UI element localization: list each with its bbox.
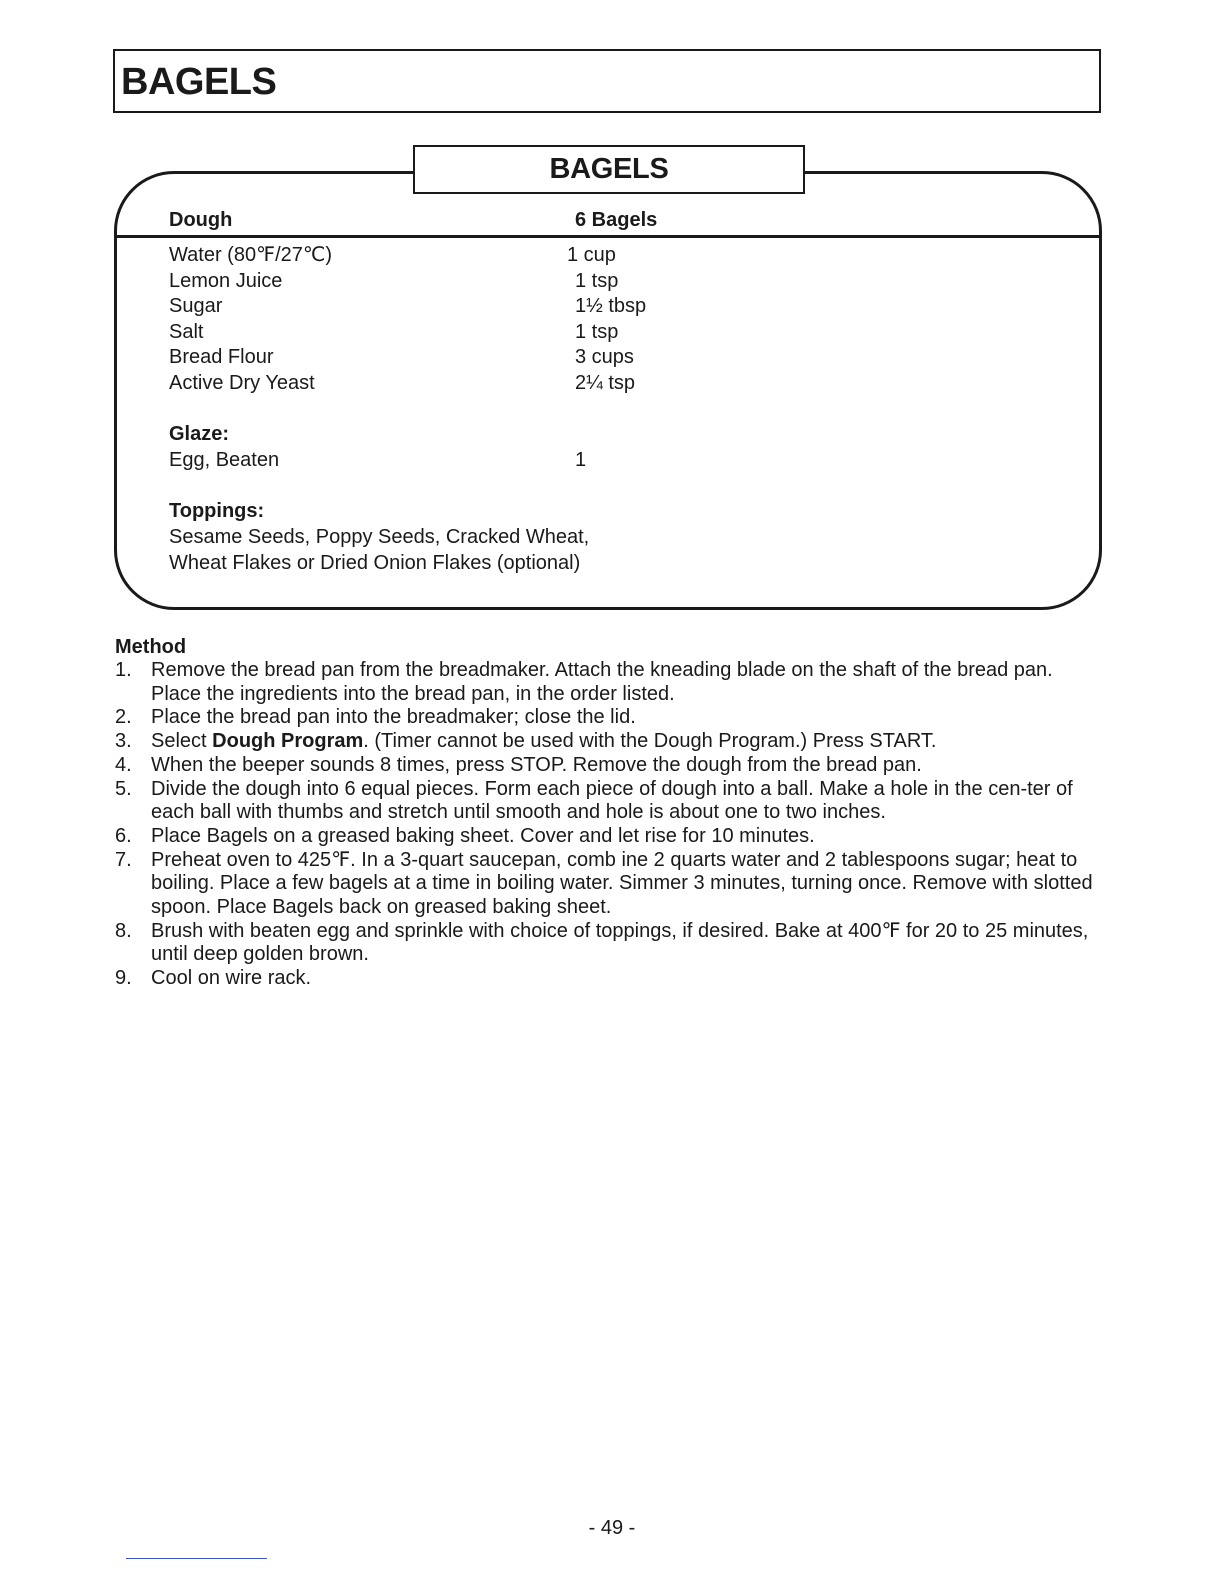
step-text-pre: Select	[151, 730, 213, 753]
ingredient-qty: 2¼ tsp	[575, 371, 636, 394]
recipe-card-tab	[413, 145, 805, 194]
ingredient-row	[169, 345, 869, 371]
step-text-post: . (Timer cannot be used with the Dough Program.) Press START.	[363, 730, 937, 753]
recipe-card-title: BAGELS	[549, 153, 669, 185]
method-step	[115, 967, 1105, 991]
ingredient-row	[169, 371, 869, 397]
method-step	[115, 706, 1105, 730]
step-text: Divide the dough into 6 equal pieces. Form each piece of dough into a ball. Make a hole in the cen-ter of each ball with thumbs and stretch until smooth and hole is about one to two inches.	[151, 777, 1073, 824]
step-text: Brush with beaten egg and sprinkle with choice of toppings, if desired. Bake at 400℉ for 20 to 25 minutes, until deep golden brown.	[151, 919, 1089, 966]
ingredient-name: Water (80℉/27℃)	[169, 244, 333, 266]
step-number: 7.	[115, 848, 132, 871]
ingredient-qty: 1½ tbsp	[575, 295, 647, 318]
step-text: Remove the bread pan from the breadmaker. Attach the kneading blade on the shaft of the bread pan. Place the ingredients into the bread pan, in the order listed.	[151, 659, 1053, 705]
ingredient-qty: 3 cups	[575, 346, 634, 369]
ingredient-name: Bread Flour	[169, 346, 274, 369]
step-number: 1.	[115, 659, 132, 681]
step-text-bold: Dough Program	[212, 730, 364, 753]
method-step	[115, 730, 1105, 754]
page-title: BAGELS	[121, 61, 277, 103]
step-text: Place Bagels on a greased baking sheet. Cover and let rise for 10 minutes.	[151, 824, 815, 847]
step-number: 9.	[115, 967, 132, 990]
ingredient-row	[169, 269, 869, 295]
method-step	[115, 849, 1105, 920]
ingredient-qty: 1 cup	[567, 244, 616, 266]
step-number: 2.	[115, 706, 132, 729]
method-step	[115, 778, 1105, 825]
step-number: 6.	[115, 824, 132, 847]
method-steps	[115, 659, 1105, 991]
method-step	[115, 754, 1105, 778]
toppings-text: Sesame Seeds, Poppy Seeds, Cracked Wheat, Wheat Flakes or Dried Onion Flakes (optional)	[169, 526, 590, 574]
step-number: 8.	[115, 919, 132, 942]
ingredient-list	[169, 243, 869, 397]
method-step	[115, 825, 1105, 849]
ingredient-name: Sugar	[169, 295, 223, 318]
page-number: - 49 -	[588, 1517, 636, 1539]
ingredient-row	[169, 294, 869, 320]
method-heading: Method	[115, 636, 187, 658]
glaze-qty: 1	[575, 449, 587, 471]
ingredient-qty: 1 tsp	[575, 269, 619, 292]
step-number: 4.	[115, 753, 132, 776]
glaze-name: Egg, Beaten	[169, 449, 280, 471]
toppings-heading: Toppings:	[169, 500, 265, 522]
step-text: Preheat oven to 425℉. In a 3-quart saucepan, comb ine 2 quarts water and 2 tablespoons sugar; heat to boiling. Place a few bagels at a time in boiling water. Simmer 3 minutes, turning once. Remove with slotted spoon. Place Bagels back on greased baking sheet.	[151, 848, 1093, 919]
step-number: 3.	[115, 730, 132, 753]
step-number: 5.	[115, 777, 132, 800]
step-text: Cool on wire rack.	[151, 967, 312, 990]
ingredient-row	[169, 320, 869, 346]
ingredient-qty: 1 tsp	[575, 320, 619, 343]
ingredient-name: Active Dry Yeast	[169, 371, 315, 394]
method-step	[115, 920, 1105, 967]
step-text: Place the bread pan into the breadmaker; close the lid.	[151, 706, 636, 729]
step-text: When the beeper sounds 8 times, press STOP. Remove the dough from the bread pan.	[151, 753, 922, 776]
ingredient-name: Lemon Juice	[169, 269, 283, 292]
card-divider	[116, 235, 1101, 238]
footer-rule	[126, 1558, 267, 1559]
glaze-heading: Glaze:	[169, 423, 230, 445]
yield-heading: 6 Bagels	[575, 209, 658, 231]
page-header	[113, 49, 1101, 113]
method-step	[115, 659, 1105, 706]
ingredient-row	[169, 243, 869, 269]
dough-heading: Dough	[169, 209, 233, 231]
ingredient-name: Salt	[169, 320, 204, 343]
